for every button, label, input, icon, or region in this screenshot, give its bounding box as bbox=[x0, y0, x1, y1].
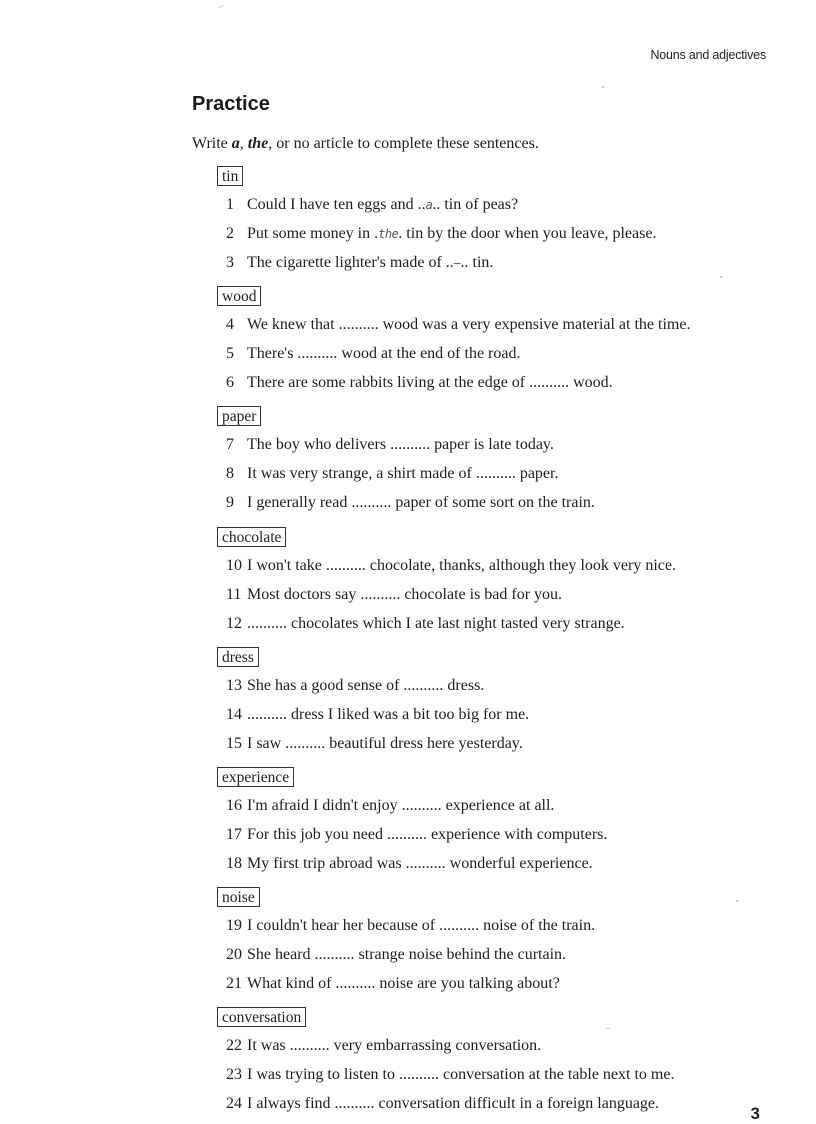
exercise-sentence bbox=[226, 1094, 659, 1114]
article-a: a bbox=[231, 135, 240, 152]
exercise-sentence bbox=[226, 796, 554, 816]
sentence-text: I saw .......... beautiful dress here yesterday. bbox=[247, 735, 523, 752]
sentence-text: For this job you need .......... experience with computers. bbox=[247, 826, 608, 843]
item-number: 19 bbox=[226, 917, 242, 934]
exercise-sentence bbox=[226, 916, 595, 936]
item-number: 6 bbox=[226, 374, 234, 391]
item-number: 9 bbox=[226, 494, 234, 511]
exercise-sentence bbox=[226, 344, 520, 364]
sentence-text: I'm afraid I didn't enjoy .......... experience at all. bbox=[247, 797, 555, 814]
sentence-text: I generally read .......... paper of some sort on the train. bbox=[247, 494, 595, 511]
word-box-conversation: conversation bbox=[217, 1007, 306, 1027]
exercise-sentence bbox=[226, 676, 484, 696]
section-title: Practice bbox=[192, 93, 270, 115]
sentence-text: Put some money in . bbox=[247, 225, 379, 242]
exercise-sentence bbox=[226, 556, 676, 576]
sentence-text: I always find .......... conversation difficult in a foreign language. bbox=[247, 1095, 660, 1112]
word-box-experience: experience bbox=[217, 767, 294, 787]
scan-speck bbox=[602, 86, 604, 88]
word-box-wood: wood bbox=[217, 286, 261, 306]
sentence-text: .. tin. bbox=[460, 254, 494, 271]
sentence-text: She heard .......... strange noise behind the curtain. bbox=[247, 946, 567, 963]
item-number: 20 bbox=[226, 946, 242, 963]
item-number: 10 bbox=[226, 557, 242, 574]
instruction-comma: , bbox=[239, 135, 248, 152]
exercise-sentence bbox=[226, 585, 562, 605]
item-number: 18 bbox=[226, 855, 242, 872]
item-number: 2 bbox=[226, 225, 234, 242]
exercise-sentence bbox=[226, 195, 518, 215]
word-box-noise: noise bbox=[217, 887, 260, 907]
item-number: 17 bbox=[226, 826, 242, 843]
item-number: 22 bbox=[226, 1037, 242, 1054]
sentence-text: She has a good sense of .......... dress. bbox=[247, 677, 485, 694]
exercise-sentence bbox=[226, 1036, 541, 1056]
sentence-text: .. tin of peas? bbox=[432, 196, 519, 213]
item-number: 23 bbox=[226, 1066, 242, 1083]
sentence-text: The cigarette lighter's made of .. bbox=[247, 254, 454, 271]
exercise-sentence bbox=[226, 705, 529, 725]
item-number: 16 bbox=[226, 797, 242, 814]
article-the: the bbox=[247, 135, 269, 152]
exercise-instruction bbox=[192, 135, 539, 153]
scan-speck bbox=[720, 276, 722, 278]
item-number: 13 bbox=[226, 677, 242, 694]
handwritten-answer: a bbox=[425, 198, 433, 212]
sentence-text: I couldn't hear her because of .......... noise of the train. bbox=[247, 917, 596, 934]
word-box-paper: paper bbox=[217, 406, 261, 426]
exercise-sentence bbox=[226, 614, 625, 634]
sentence-text: We knew that .......... wood was a very expensive material at the time. bbox=[247, 316, 691, 333]
page-number: 3 bbox=[750, 1104, 760, 1123]
exercise-sentence bbox=[226, 945, 566, 965]
exercise-sentence bbox=[226, 315, 690, 335]
word-box-chocolate: chocolate bbox=[217, 527, 286, 547]
handwritten-answer: – bbox=[453, 256, 461, 270]
item-number: 11 bbox=[226, 586, 242, 603]
item-number: 8 bbox=[226, 465, 234, 482]
sentence-text: What kind of .......... noise are you talking about? bbox=[247, 975, 560, 992]
item-number: 7 bbox=[226, 436, 234, 453]
exercise-sentence bbox=[226, 373, 613, 393]
scan-speck bbox=[218, 5, 224, 9]
item-number: 5 bbox=[226, 345, 234, 362]
sentence-text: There's .......... wood at the end of the road. bbox=[247, 345, 521, 362]
item-number: 21 bbox=[226, 975, 242, 992]
exercise-sentence bbox=[226, 734, 523, 754]
sentence-text: I was trying to listen to .......... conversation at the table next to me. bbox=[247, 1066, 675, 1083]
exercise-sentence bbox=[226, 435, 554, 455]
sentence-text: My first trip abroad was .......... wonderful experience. bbox=[247, 855, 593, 872]
instruction-text-end: , or no article to complete these sentences. bbox=[268, 135, 539, 152]
sentence-text: Could I have ten eggs and .. bbox=[247, 196, 426, 213]
sentence-text: It was very strange, a shirt made of .......... paper. bbox=[247, 465, 559, 482]
exercise-sentence bbox=[226, 253, 493, 273]
exercise-sentence bbox=[226, 493, 595, 513]
exercise-sentence bbox=[226, 854, 593, 874]
word-box-tin: tin bbox=[217, 166, 243, 186]
sentence-text: The boy who delivers .......... paper is late today. bbox=[247, 436, 554, 453]
scan-speck bbox=[736, 900, 738, 902]
item-number: 12 bbox=[226, 615, 242, 632]
sentence-text: .......... dress I liked was a bit too big for me. bbox=[247, 706, 530, 723]
instruction-text: Write bbox=[192, 135, 232, 152]
word-box-dress: dress bbox=[217, 647, 259, 667]
exercise-sentence bbox=[226, 224, 656, 244]
sentence-text: There are some rabbits living at the edge of .......... wood. bbox=[247, 374, 613, 391]
exercise-sentence bbox=[226, 464, 558, 484]
item-number: 4 bbox=[226, 316, 234, 333]
sentence-text: It was .......... very embarrassing conversation. bbox=[247, 1037, 542, 1054]
sentence-text: I won't take .......... chocolate, thanks, although they look very nice. bbox=[247, 557, 676, 574]
sentence-text: . tin by the door when you leave, please. bbox=[398, 225, 657, 242]
sentence-text: Most doctors say .......... chocolate is bad for you. bbox=[247, 586, 563, 603]
item-number: 14 bbox=[226, 706, 242, 723]
item-number: 1 bbox=[226, 196, 234, 213]
sentence-text: .......... chocolates which I ate last night tasted very strange. bbox=[247, 615, 625, 632]
running-header: Nouns and adjectives bbox=[650, 48, 766, 62]
item-number: 3 bbox=[226, 254, 234, 271]
scan-speck bbox=[606, 1028, 610, 1029]
item-number: 15 bbox=[226, 735, 242, 752]
exercise-sentence bbox=[226, 825, 607, 845]
handwritten-answer: the bbox=[378, 227, 399, 241]
exercise-sentence bbox=[226, 974, 560, 994]
item-number: 24 bbox=[226, 1095, 242, 1112]
exercise-sentence bbox=[226, 1065, 674, 1085]
